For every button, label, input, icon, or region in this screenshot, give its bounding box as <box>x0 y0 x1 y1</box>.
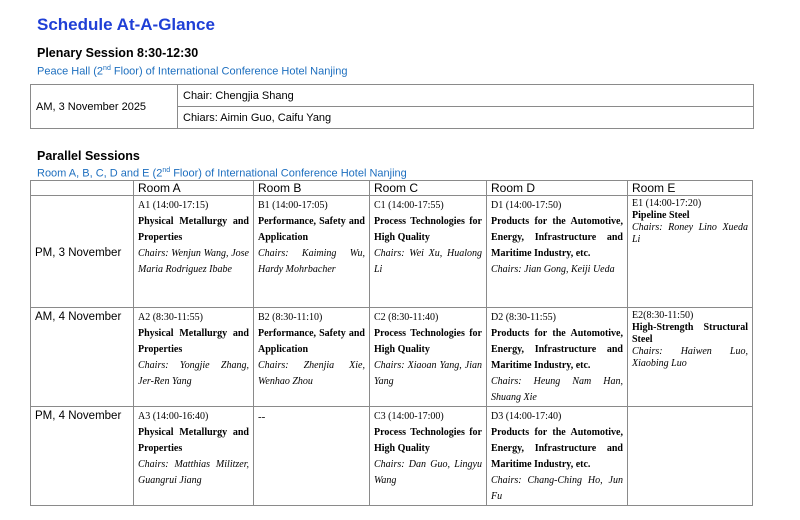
session-time: A3 (14:00-16:40) <box>138 411 209 422</box>
session-name: High-Strength Structural Steel <box>632 322 748 345</box>
session-chairs: Chairs: Jian Gong, Keiji Ueda <box>491 264 615 275</box>
parallel-heading: Parallel Sessions <box>37 149 140 163</box>
room-header-c: Room C <box>370 181 487 196</box>
session-chairs: Chairs: Matthias Militzer, Guangrui Jiang <box>138 459 249 486</box>
plenary-row-chair <box>31 85 754 107</box>
session-cell-e1 <box>628 196 753 308</box>
no-session-dash: -- <box>258 411 266 423</box>
plenary-heading: Plenary Session 8:30-12:30 <box>37 46 199 60</box>
session-cell-b3 <box>254 407 370 506</box>
session-time: D3 (14:00-17:40) <box>491 411 562 422</box>
session-name: Physical Metallurgy and Properties <box>138 216 249 243</box>
plenary-location-sup: nd <box>103 65 111 72</box>
row-label: PM, 3 November <box>31 196 134 308</box>
session-chairs: Chairs: Kaiming Wu, Hardy Mohrbacher <box>258 248 365 275</box>
session-cell-c3 <box>370 407 487 506</box>
parallel-sessions-table <box>30 180 753 506</box>
session-chairs: Chairs: Zhenjia Xie, Wenhao Zhou <box>258 360 365 387</box>
session-chairs: Chairs: Xiaoan Yang, Jian Yang <box>374 360 482 387</box>
plenary-location <box>37 65 347 78</box>
session-chairs: Chairs: Heung Nam Han, Shuang Xie <box>491 376 623 403</box>
session-time: C2 (8:30-11:40) <box>374 312 439 323</box>
parallel-location <box>37 167 407 180</box>
room-header-e: Room E <box>628 181 753 196</box>
room-header-blank <box>31 181 134 196</box>
session-row <box>31 196 753 308</box>
session-time: D1 (14:00-17:50) <box>491 200 562 211</box>
session-time: A1 (14:00-17:15) <box>138 200 209 211</box>
session-row <box>31 407 753 506</box>
plenary-location-pre: Peace Hall (2 <box>37 65 104 78</box>
session-time: A2 (8:30-11:55) <box>138 312 203 323</box>
session-name: Process Technologies for High Quality <box>374 427 482 454</box>
session-cell-d3 <box>487 407 628 506</box>
session-time: B2 (8:30-11:10) <box>258 312 323 323</box>
session-row <box>31 308 753 407</box>
row-label: AM, 4 November <box>31 308 134 407</box>
plenary-chairs: Chiars: Aimin Guo, Caifu Yang <box>178 107 754 129</box>
session-chairs: Chairs: Dan Guo, Lingyu Wang <box>374 459 482 486</box>
session-cell-b1 <box>254 196 370 308</box>
session-cell-c1 <box>370 196 487 308</box>
room-header-b: Room B <box>254 181 370 196</box>
session-cell-e3-empty <box>628 407 753 506</box>
parallel-location-sup: nd <box>162 167 171 174</box>
session-time: C3 (14:00-17:00) <box>374 411 444 422</box>
session-time: C1 (14:00-17:55) <box>374 200 444 211</box>
parallel-location-post: Floor) of International Conference Hotel Nanjing <box>170 167 407 180</box>
session-name: Performance, Safety and Application <box>258 328 365 355</box>
session-cell-e2 <box>628 308 753 407</box>
session-name: Physical Metallurgy and Properties <box>138 328 249 355</box>
session-name: Performance, Safety and Application <box>258 216 365 243</box>
session-name: Products for the Automotive, Energy, Infrastructure and Maritime Industry, etc. <box>491 328 623 371</box>
room-header-d: Room D <box>487 181 628 196</box>
session-chairs: Chairs: Haiwen Luo, Xiaobing Luo <box>632 346 748 369</box>
session-cell-b2 <box>254 308 370 407</box>
session-cell-a3 <box>134 407 254 506</box>
session-chairs: Chairs: Wei Xu, Hualong Li <box>374 248 482 275</box>
session-time: E2(8:30-11:50) <box>632 310 694 321</box>
plenary-chair: Chair: Chengjia Shang <box>178 85 754 107</box>
session-chairs: Chairs: Roney Lino Xueda Li <box>632 222 748 245</box>
room-header-row <box>31 181 753 196</box>
session-time: E1 (14:00-17:20) <box>632 198 702 209</box>
session-cell-d2 <box>487 308 628 407</box>
session-time: B1 (14:00-17:05) <box>258 200 328 211</box>
plenary-date: AM, 3 November 2025 <box>31 85 178 129</box>
plenary-location-post: Floor) of International Conference Hotel Nanjing <box>110 65 348 78</box>
session-name: Products for the Automotive, Energy, Infrastructure and Maritime Industry, etc. <box>491 427 623 470</box>
session-chairs: Chairs: Yongjie Zhang, Jer-Ren Yang <box>138 360 249 387</box>
session-chairs: Chairs: Chang-Ching Ho, Jun Fu <box>491 475 623 502</box>
room-header-a: Room A <box>134 181 254 196</box>
page-title: Schedule At-A-Glance <box>37 15 215 34</box>
row-label: PM, 4 November <box>31 407 134 506</box>
session-chairs: Chairs: Wenjun Wang, Jose Maria Rodriguez Ibabe <box>138 248 249 275</box>
session-cell-c2 <box>370 308 487 407</box>
session-name: Physical Metallurgy and Properties <box>138 427 249 454</box>
session-name: Products for the Automotive, Energy, Infrastructure and Maritime Industry, etc. <box>491 216 623 259</box>
session-name: Process Technologies for High Quality <box>374 328 482 355</box>
parallel-location-pre: Room A, B, C, D and E (2 <box>37 167 163 180</box>
session-cell-d1 <box>487 196 628 308</box>
session-name: Pipeline Steel <box>632 210 690 221</box>
session-cell-a2 <box>134 308 254 407</box>
session-cell-a1 <box>134 196 254 308</box>
session-name: Process Technologies for High Quality <box>374 216 482 243</box>
session-time: D2 (8:30-11:55) <box>491 312 556 323</box>
plenary-table <box>30 84 754 129</box>
